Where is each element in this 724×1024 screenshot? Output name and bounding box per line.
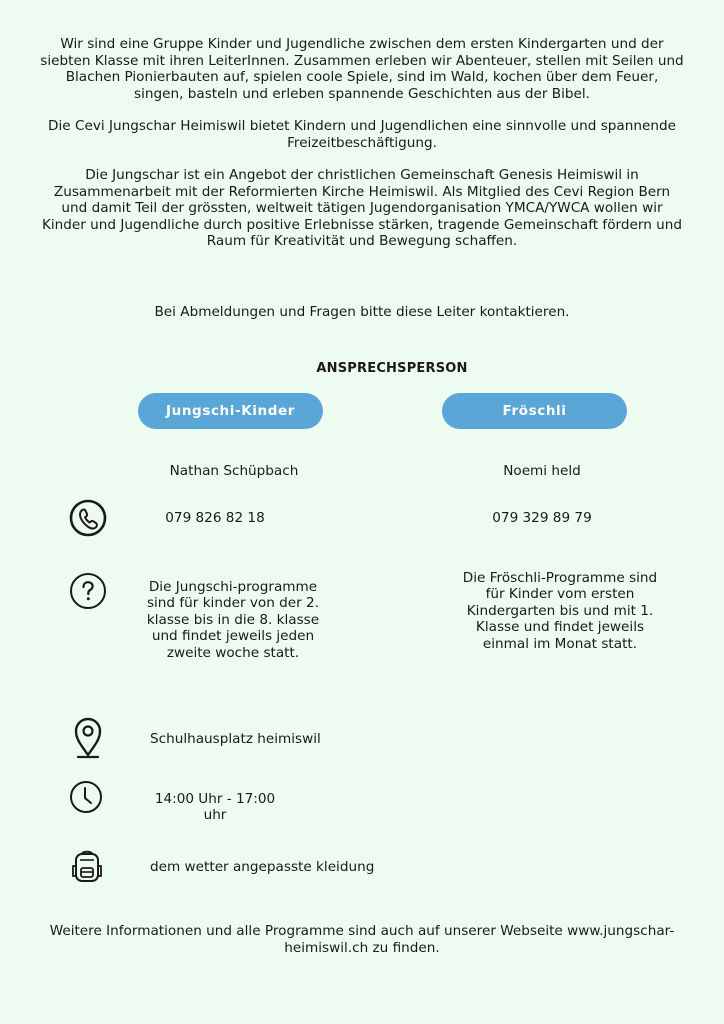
footer-text: Weitere Informationen und alle Programme sind auch auf unserer Webseite www.jungschar-heimiswil.ch zu finden.: [49, 923, 675, 956]
contact-heading: ANSPRECHSPERSON: [316, 361, 468, 376]
froeschli-phone[interactable]: 079 329 89 79: [492, 510, 592, 526]
location-text: Schulhausplatz heimiswil: [150, 731, 321, 747]
froeschli-info: Die Fröschli-Programme sind für Kinder vom ersten Kindergarten bis und mit 1. Klasse und findet jeweils einmal im Monat statt.: [462, 570, 658, 652]
intro-text: [40, 36, 684, 266]
jungschi-info: Die Jungschi-programme sind für kinder von der 2. klasse bis in die 8. klasse und findet jeweils jeden zweite woche statt.: [146, 579, 320, 661]
intro-paragraph-2: Die Cevi Jungschar Heimiswil bietet Kindern und Jugendlichen eine sinnvolle und spannende Freizeitbeschäftigung.: [48, 118, 676, 151]
contact-notice: Bei Abmeldungen und Fragen bitte diese Leiter kontaktieren.: [154, 304, 570, 320]
intro-paragraph-1: Wir sind eine Gruppe Kinder und Jugendliche zwischen dem ersten Kindergarten und der siebten Klasse mit ihren LeiterInnen. Zusammen erleben wir Abenteuer, stellen mit Seilen und Blachen Pionierbauten auf, spielen coole Spiele, sind im Wald, kochen über dem Feuer, singen, basteln und erleben spannende Geschichten aus der Bibel.: [40, 36, 684, 102]
jungschi-phone[interactable]: 079 826 82 18: [165, 510, 265, 526]
phone-icon: [69, 499, 107, 537]
clothing-text: dem wetter angepasste kleidung: [150, 859, 375, 875]
froeschli-person: Noemi held: [503, 463, 581, 479]
jungschi-person: Nathan Schüpbach: [169, 463, 299, 479]
intro-paragraph-3: Die Jungschar ist ein Angebot der christlichen Gemeinschaft Genesis Heimiswil in Zusammenarbeit mit der Reformierten Kirche Heimiswil. Als Mitglied des Cevi Region Bern und damit Teil der grössten, weltweit tätigen Jugendorganisation YMCA/YWCA wollen wir Kinder und Jugendliche durch positive Erlebnisse stärken, tragende Gemeinschaft fördern und Raum für Kreativität und Bewegung schaffen.: [41, 167, 683, 249]
froeschli-button[interactable]: Fröschli: [442, 393, 627, 429]
clock-icon: [69, 780, 103, 814]
question-icon: [69, 572, 107, 610]
backpack-icon: [70, 848, 104, 884]
jungschi-kinder-button[interactable]: Jungschi-Kinder: [138, 393, 323, 429]
time-text: 14:00 Uhr - 17:00 uhr: [154, 791, 276, 824]
location-pin-icon: [69, 715, 107, 761]
